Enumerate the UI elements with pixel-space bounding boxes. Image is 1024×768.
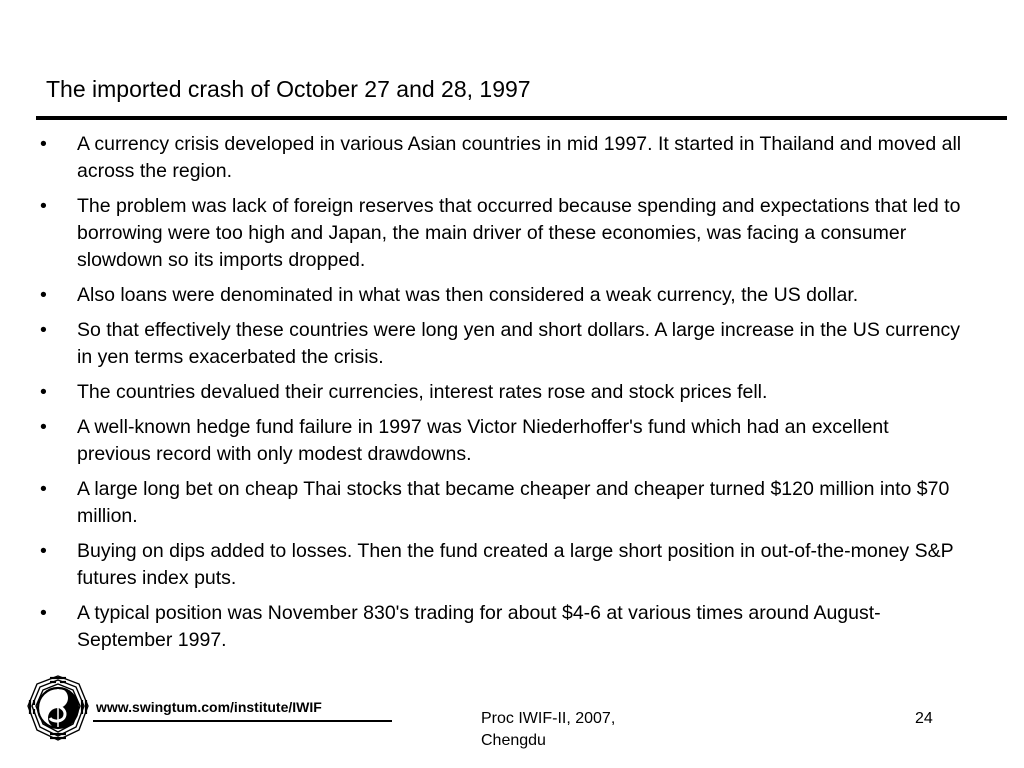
bullet-dot: • bbox=[40, 319, 47, 341]
bullet-text: A typical position was November 830's trading for about $4-6 at various times around August-September 1997. bbox=[77, 602, 881, 651]
bullet-dot: • bbox=[40, 133, 47, 155]
bullet-item bbox=[40, 193, 965, 274]
bullet-text: Also loans were denominated in what was then considered a weak currency, the US dollar. bbox=[77, 284, 859, 306]
footer-divider bbox=[93, 720, 392, 722]
bullet-item bbox=[40, 476, 965, 530]
bullet-list bbox=[40, 131, 965, 662]
bullet-text: A currency crisis developed in various Asian countries in mid 1997. It started in Thailand and moved all across the region. bbox=[77, 133, 962, 182]
bullet-text: Buying on dips added to losses. Then the fund created a large short position in out-of-the-money S&P futures index puts. bbox=[77, 540, 954, 589]
bullet-dot: • bbox=[40, 416, 47, 438]
bullet-text: The problem was lack of foreign reserves that occurred because spending and expectations that led to borrowing were too high and Japan, the main driver of these economies, was facing a consumer slowdown so its imports dropped. bbox=[77, 195, 961, 271]
swingtum-logo-icon bbox=[25, 674, 91, 742]
slide-title: The imported crash of October 27 and 28, 1997 bbox=[46, 76, 531, 102]
bullet-dot: • bbox=[40, 602, 47, 624]
footer-website-link[interactable]: www.swingtum.com/institute/IWIF bbox=[96, 699, 322, 715]
bullet-dot: • bbox=[40, 195, 47, 217]
title-divider bbox=[36, 116, 1007, 120]
bullet-item bbox=[40, 414, 965, 468]
bullet-dot: • bbox=[40, 284, 47, 306]
bullet-text: A well-known hedge fund failure in 1997 was Victor Niederhoffer's fund which had an excellent previous record with only modest drawdowns. bbox=[77, 416, 889, 465]
bullet-dot: • bbox=[40, 478, 47, 500]
bullet-item bbox=[40, 317, 965, 371]
bullet-text: The countries devalued their currencies, interest rates rose and stock prices fell. bbox=[77, 381, 768, 403]
bullet-item bbox=[40, 282, 965, 309]
footer-proceedings: Proc IWIF-II, 2007, Chengdu bbox=[481, 710, 616, 749]
bullet-item bbox=[40, 379, 965, 406]
bullet-text: So that effectively these countries were long yen and short dollars. A large increase in the US currency in yen terms exacerbated the crisis. bbox=[77, 319, 961, 368]
bullet-text: A large long bet on cheap Thai stocks that became cheaper and cheaper turned $120 million into $70 million. bbox=[77, 478, 950, 527]
bullet-item bbox=[40, 600, 965, 654]
bullet-dot: • bbox=[40, 540, 47, 562]
page-number: 24 bbox=[915, 710, 933, 727]
bullet-item bbox=[40, 538, 965, 592]
bullet-dot: • bbox=[40, 381, 47, 403]
bullet-item bbox=[40, 131, 965, 185]
